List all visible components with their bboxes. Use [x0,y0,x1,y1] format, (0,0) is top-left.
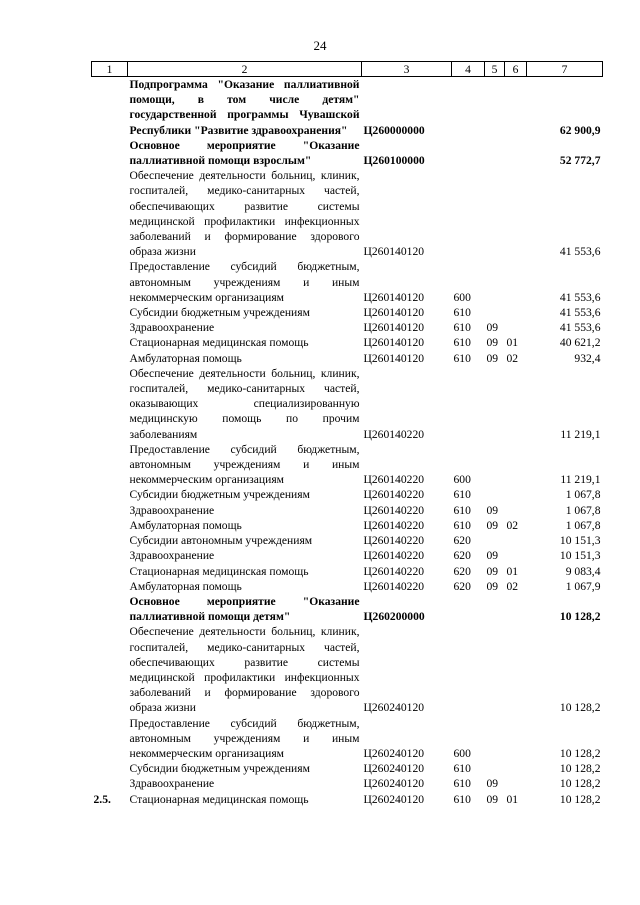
row-subsection [505,259,527,305]
row-expense-type: 610 [453,306,471,320]
table-row [92,442,603,488]
header-col-7: 7 [527,62,603,77]
row-section: 09 [486,351,499,365]
row-section [485,305,505,320]
header-col-6: 6 [505,62,527,77]
row-name: Основное мероприятие "Оказание паллиативной помощи взрослым" [129,138,360,168]
row-code: Ц260140120 [363,290,425,304]
row-name: Субсидии бюджетным учреждениям [129,488,310,502]
row-section [485,624,505,715]
header-col-2: 2 [128,62,362,77]
table-row [92,366,603,442]
table-row [92,77,603,138]
row-section [485,761,505,776]
row-amount: 10 128,2 [559,777,601,791]
row-subsection [505,776,527,791]
row-expense-type: 610 [453,792,471,806]
row-expense-type [452,77,485,138]
row-section: 09 [486,336,499,350]
table-row [92,351,603,366]
row-amount: 41 553,6 [559,290,601,304]
row-code: Ц260140220 [363,427,425,441]
row-amount: 10 128,2 [559,701,601,715]
table-row [92,168,603,259]
table-row [92,335,603,350]
row-amount: 11 219,1 [560,473,601,487]
row-code: Ц260140220 [363,549,425,563]
row-name: Здравоохранение [129,503,215,517]
row-section [485,442,505,488]
row-subsection [505,487,527,502]
row-name: Субсидии бюджетным учреждениям [129,306,310,320]
row-code: Ц260240120 [363,777,425,791]
row-subsection [505,77,527,138]
row-subsection [505,305,527,320]
row-amount: 41 553,6 [559,321,601,335]
row-amount: 932,4 [574,351,601,365]
row-expense-type: 620 [453,549,471,563]
table-header-row [92,62,603,77]
row-subsection [505,168,527,259]
row-expense-type: 610 [453,503,471,517]
row-code: Ц260140220 [363,473,425,487]
row-amount: 40 621,2 [559,336,601,350]
row-code: Ц260100000 [363,154,425,168]
row-amount: 62 900,9 [559,123,601,137]
row-name: Здравоохранение [129,549,215,563]
row-subsection [505,533,527,548]
row-section [485,366,505,442]
row-code: Ц260140220 [363,488,425,502]
row-expense-type [452,594,485,624]
row-code: Ц260240120 [363,762,425,776]
row-expense-type [452,624,485,715]
row-amount: 10 128,2 [559,746,601,760]
table-row [92,761,603,776]
row-amount: 1 067,8 [565,518,601,532]
row-code: Ц260240120 [363,792,425,806]
row-expense-type: 610 [453,351,471,365]
row-name: Предоставление субсидий бюджетным, автономным учреждениям и иным некоммерческим организациям [129,442,360,487]
row-section: 09 [486,564,499,578]
row-section: 09 [486,549,499,563]
row-section: 09 [486,321,499,335]
row-name: Обеспечение деятельности больниц, клиник, госпиталей, медико-санитарных частей, обеспечивающих развитие системы медицинской профилактики инфекционных заболеваний и формирование здорового образа жизни [129,169,360,259]
table-row [92,776,603,791]
row-code: Ц260140220 [363,564,425,578]
table-row [92,305,603,320]
table-row [92,564,603,579]
row-subsection: 01 [506,336,519,350]
row-name: Стационарная медицинская помощь [129,336,309,350]
table-row [92,716,603,762]
row-section: 09 [486,777,499,791]
table-row [92,579,603,594]
row-expense-type: 600 [453,746,471,760]
row-name: Амбулаторная помощь [129,518,242,532]
row-amount: 41 553,6 [559,306,601,320]
row-expense-type: 610 [453,488,471,502]
row-name: Предоставление субсидий бюджетным, автономным учреждениям и иным некоммерческим организациям [129,716,360,760]
row-subsection [505,761,527,776]
row-amount: 10 151,3 [559,549,601,563]
row-section [485,716,505,762]
row-name: Стационарная медицинская помощь [129,792,309,806]
row-amount: 1 067,8 [565,503,601,517]
table-row [92,259,603,305]
row-amount: 10 128,2 [559,610,601,624]
row-code: Ц260140120 [363,321,425,335]
row-section [485,594,505,624]
row-code: Ц260140120 [363,351,425,365]
row-expense-type: 610 [453,777,471,791]
row-name: Амбулаторная помощь [129,579,242,593]
table-row [92,487,603,502]
header-col-1: 1 [92,62,128,77]
row-name: Предоставление субсидий бюджетным, автономным учреждениям и иным некоммерческим организациям [129,260,360,304]
row-section: 09 [486,518,499,532]
row-name: Стационарная медицинская помощь [129,564,309,578]
table-row [92,594,603,624]
table-row [92,533,603,548]
table-row [92,792,603,807]
row-code: Ц260140220 [363,579,425,593]
row-section [485,259,505,305]
row-amount: 9 083,4 [565,564,601,578]
row-expense-type: 610 [453,336,471,350]
row-code: Ц260000000 [363,123,425,137]
row-code: Ц260240120 [363,746,425,760]
table-row [92,518,603,533]
row-expense-type: 620 [453,579,471,593]
table-row [92,503,603,518]
row-section [485,138,505,168]
row-subsection [505,138,527,168]
header-col-5: 5 [485,62,505,77]
row-section [485,487,505,502]
row-subsection: 02 [506,518,519,532]
row-section: 09 [486,792,499,806]
table-row [92,138,603,168]
row-amount: 52 772,7 [559,154,601,168]
row-expense-type [452,366,485,442]
row-expense-type: 600 [453,290,471,304]
header-col-3: 3 [362,62,452,77]
row-amount: 41 553,6 [559,245,601,259]
row-name: Подпрограмма "Оказание паллиативной помощи, в том числе детям" государственной программы Чувашской Республики "Развитие здравоохранения" [129,78,360,137]
row-code: Ц260140220 [363,518,425,532]
row-amount: 11 219,1 [560,427,601,441]
row-code: Ц260240120 [363,701,425,715]
row-subsection [505,503,527,518]
row-code: Ц260140220 [363,503,425,517]
row-subsection [505,442,527,488]
row-name: Амбулаторная помощь [129,351,242,365]
row-expense-type: 620 [453,534,471,548]
row-section: 09 [486,503,499,517]
row-subsection [505,320,527,335]
row-expense-type: 610 [453,762,471,776]
row-subsection: 01 [506,564,519,578]
row-subsection: 02 [506,351,519,365]
row-expense-type [452,138,485,168]
row-subsection: 02 [506,579,519,593]
row-code: Ц260140120 [363,245,425,259]
row-expense-type: 610 [453,518,471,532]
row-expense-type: 600 [453,473,471,487]
row-amount: 10 151,3 [559,534,601,548]
row-code: Ц260140220 [363,534,425,548]
row-name: Основное мероприятие "Оказание паллиативной помощи детям" [129,594,360,624]
row-code: Ц260140120 [363,306,425,320]
table-body [92,77,603,807]
row-amount: 1 067,9 [565,579,601,593]
row-expense-type: 610 [453,321,471,335]
row-subsection [505,594,527,624]
row-subsection [505,366,527,442]
row-amount: 1 067,8 [565,488,601,502]
row-expense-type: 620 [453,564,471,578]
row-section: 09 [486,579,499,593]
row-name: Субсидии бюджетным учреждениям [129,762,310,776]
row-name: Обеспечение деятельности больниц, клиник, госпиталей, медико-санитарных частей, оказывающих специализированную медицинскую помощь по прочим заболеваниям [129,366,360,441]
budget-table [91,61,603,807]
row-subsection [505,548,527,563]
row-name: Здравоохранение [129,321,215,335]
row-subsection: 01 [506,792,519,806]
row-amount: 10 128,2 [559,792,601,806]
row-name: Субсидии автономным учреждениям [129,534,313,548]
table-row [92,624,603,715]
row-code: Ц260200000 [363,610,425,624]
row-expense-type [452,168,485,259]
row-code: Ц260140120 [363,336,425,350]
header-col-4: 4 [452,62,485,77]
row-section [485,77,505,138]
row-section [485,533,505,548]
table-row [92,320,603,335]
table-row [92,548,603,563]
row-subsection [505,716,527,762]
section-index: 2.5. [93,792,111,806]
row-amount: 10 128,2 [559,762,601,776]
page-number: 24 [313,38,327,53]
row-name: Обеспечение деятельности больниц, клиник, госпиталей, медико-санитарных частей, обеспечивающих развитие системы медицинской профилактики инфекционных заболеваний и формирование здорового образа жизни [129,625,360,715]
row-name: Здравоохранение [129,777,215,791]
row-subsection [505,624,527,715]
row-section [485,168,505,259]
